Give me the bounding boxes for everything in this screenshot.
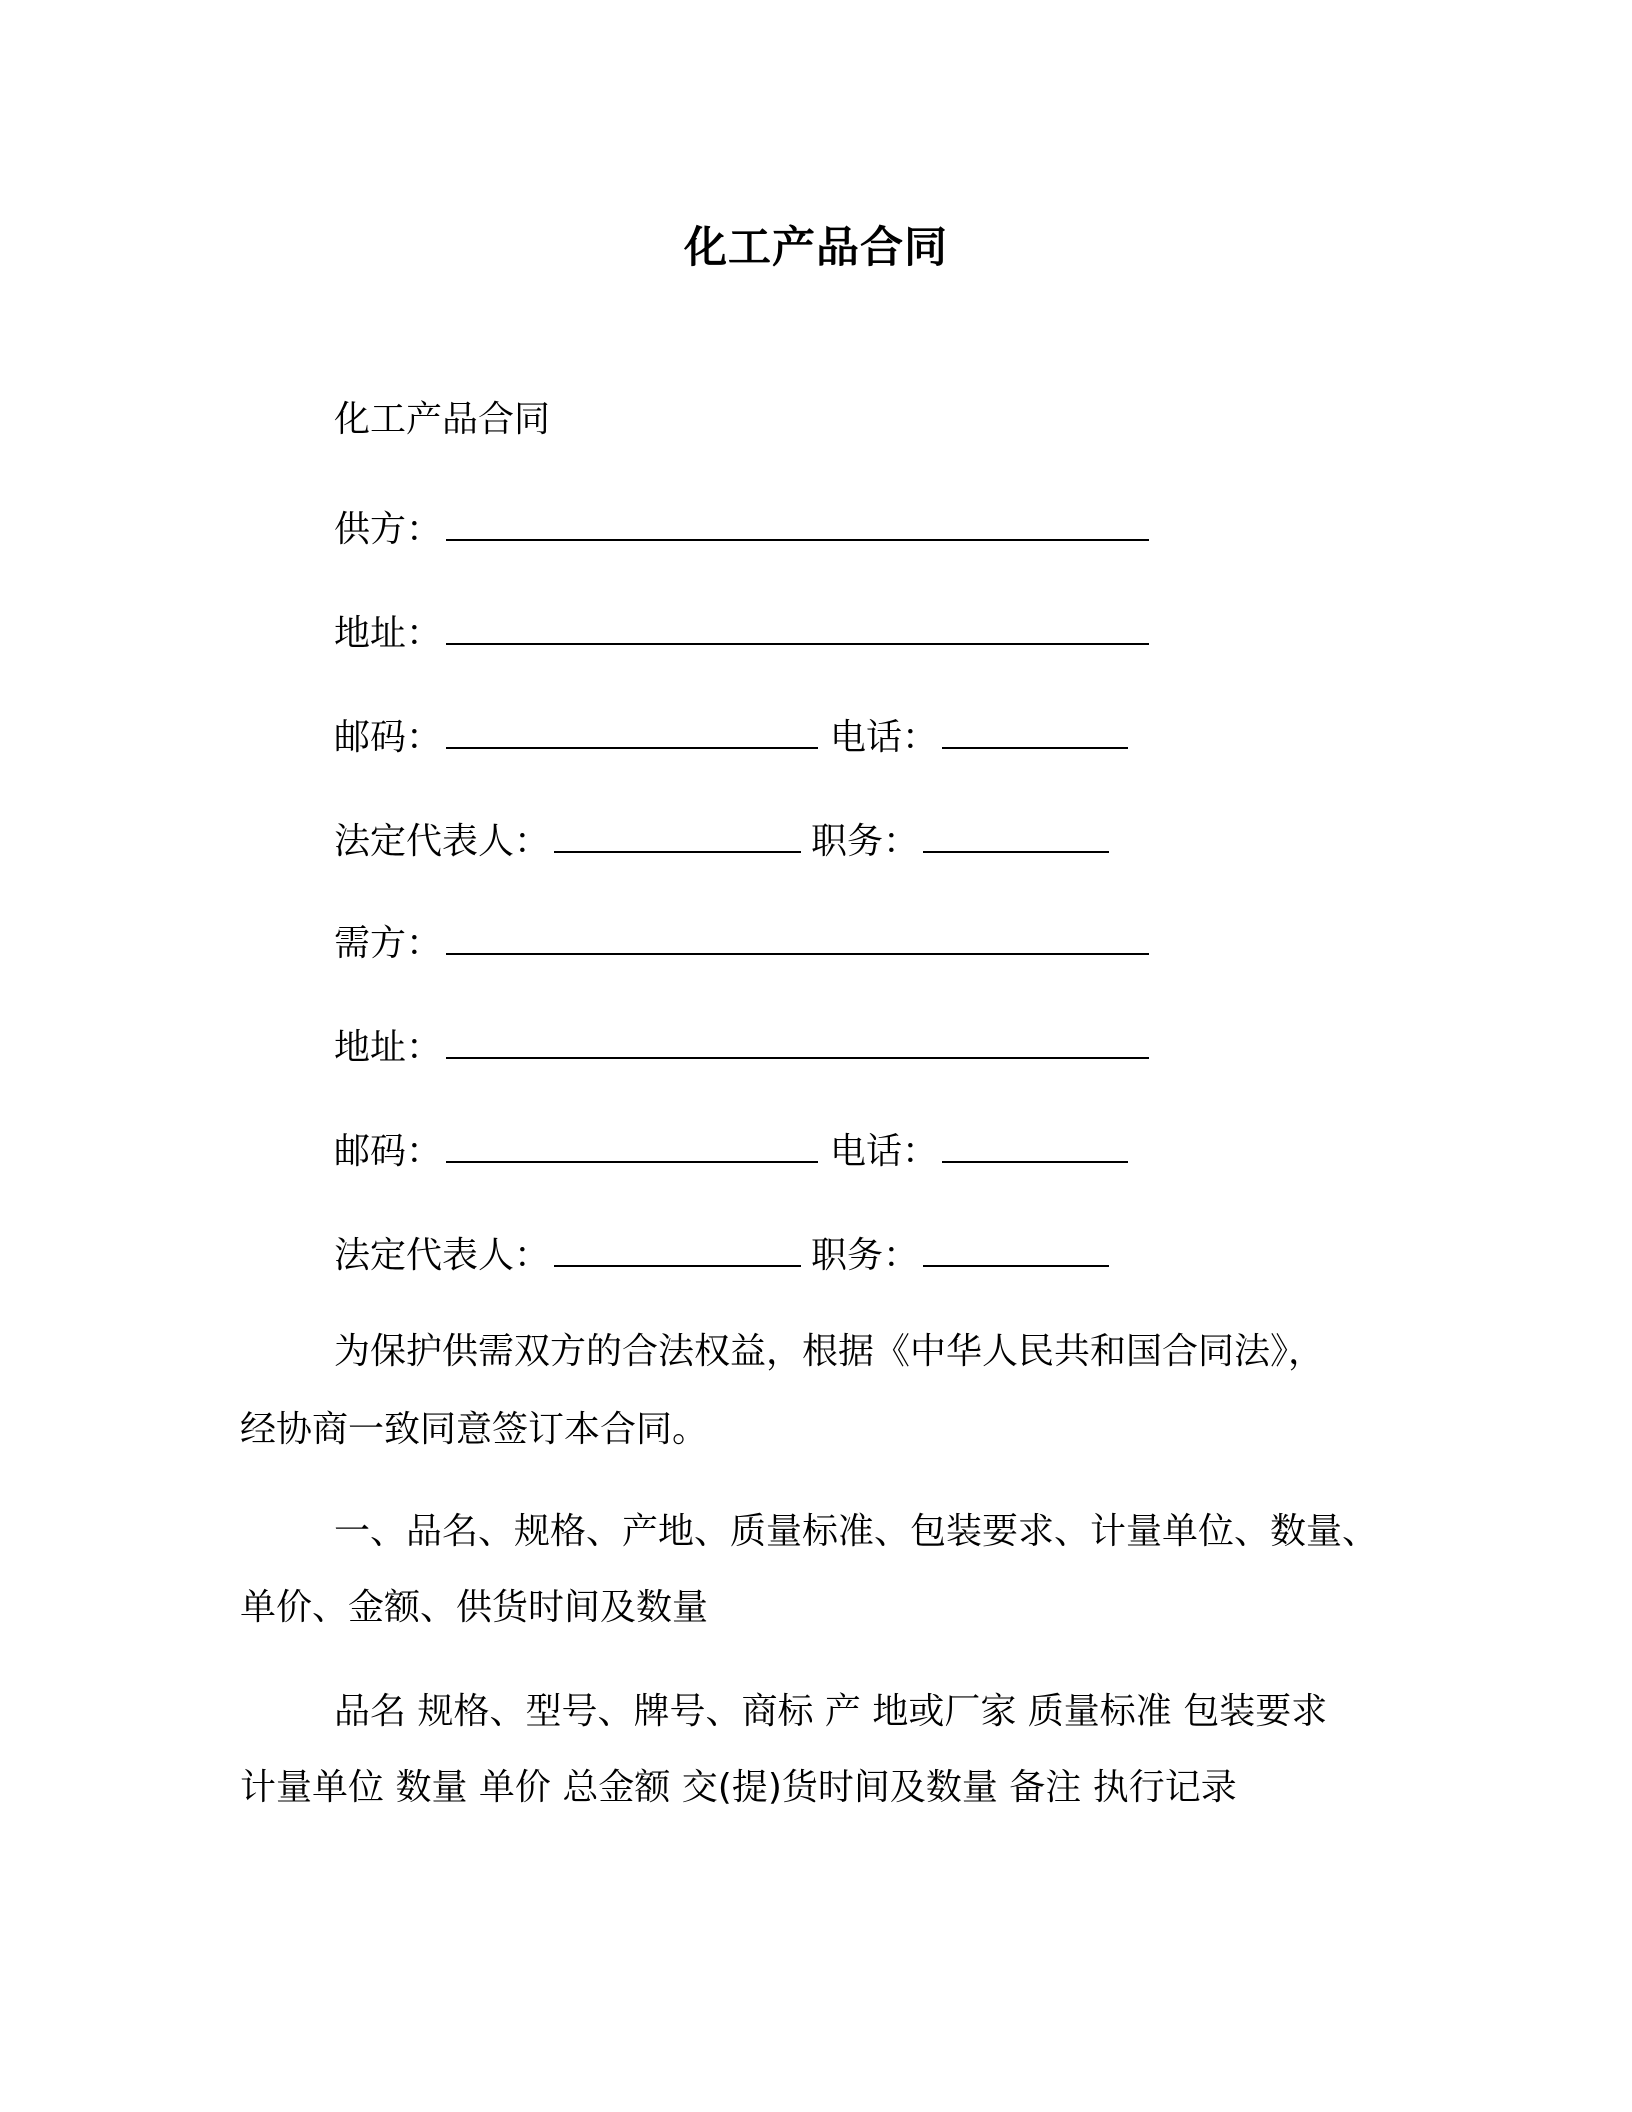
intro-line-1: 为保护供需双方的合法权益，根据《中华人民共和国合同法》， [334,1331,1325,1372]
buyer-position-blank[interactable] [923,1235,1109,1267]
buyer-zip-label: 邮码： [334,1131,443,1172]
buyer-address-label: 地址： [334,1027,443,1068]
supplier-position-label: 职务： [811,821,920,862]
document-subtitle: 化工产品合同 [334,399,551,440]
supplier-address-row [334,610,1149,658]
supplier-position-blank[interactable] [923,821,1109,853]
supplier-rep-label: 法定代表人： [334,821,551,862]
document-title: 化工产品合同 [684,223,948,273]
supplier-zip-label: 邮码： [334,717,443,758]
clause-1-line-2: 单价、金额、供货时间及数量 [240,1587,709,1628]
buyer-rep-row [334,1232,1109,1280]
supplier-zip-blank[interactable] [446,717,818,749]
buyer-position-label: 职务： [811,1235,920,1276]
supplier-name-blank[interactable] [446,509,1149,541]
buyer-phone-label: 电话： [830,1131,939,1172]
supplier-contact-row [334,714,1128,762]
buyer-name-blank[interactable] [446,923,1149,955]
supplier-address-label: 地址： [334,613,443,654]
table-header-line-1: 品名 规格、型号、牌号、商标 产 地或厂家 质量标准 包装要求 [334,1691,1328,1732]
supplier-address-blank[interactable] [446,613,1149,645]
intro-line-2: 经协商一致同意签订本合同。 [240,1409,709,1450]
buyer-phone-blank[interactable] [942,1131,1128,1163]
supplier-phone-label: 电话： [830,717,939,758]
buyer-party-row [334,920,1149,968]
supplier-phone-blank[interactable] [942,717,1128,749]
buyer-zip-blank[interactable] [446,1131,818,1163]
supplier-party-label: 供方： [334,509,443,550]
buyer-contact-row [334,1128,1128,1176]
table-header-line-2: 计量单位 数量 单价 总金额 交(提)货时间及数量 备注 执行记录 [240,1767,1237,1808]
supplier-party-row [334,506,1149,554]
buyer-address-blank[interactable] [446,1027,1149,1059]
clause-1-line-1: 一、品名、规格、产地、质量标准、包装要求、计量单位、数量、 [334,1511,1379,1552]
buyer-rep-blank[interactable] [554,1235,801,1267]
supplier-rep-blank[interactable] [554,821,801,853]
buyer-address-row [334,1024,1149,1072]
supplier-rep-row [334,818,1109,866]
buyer-party-label: 需方： [334,923,443,964]
buyer-rep-label: 法定代表人： [334,1235,551,1276]
